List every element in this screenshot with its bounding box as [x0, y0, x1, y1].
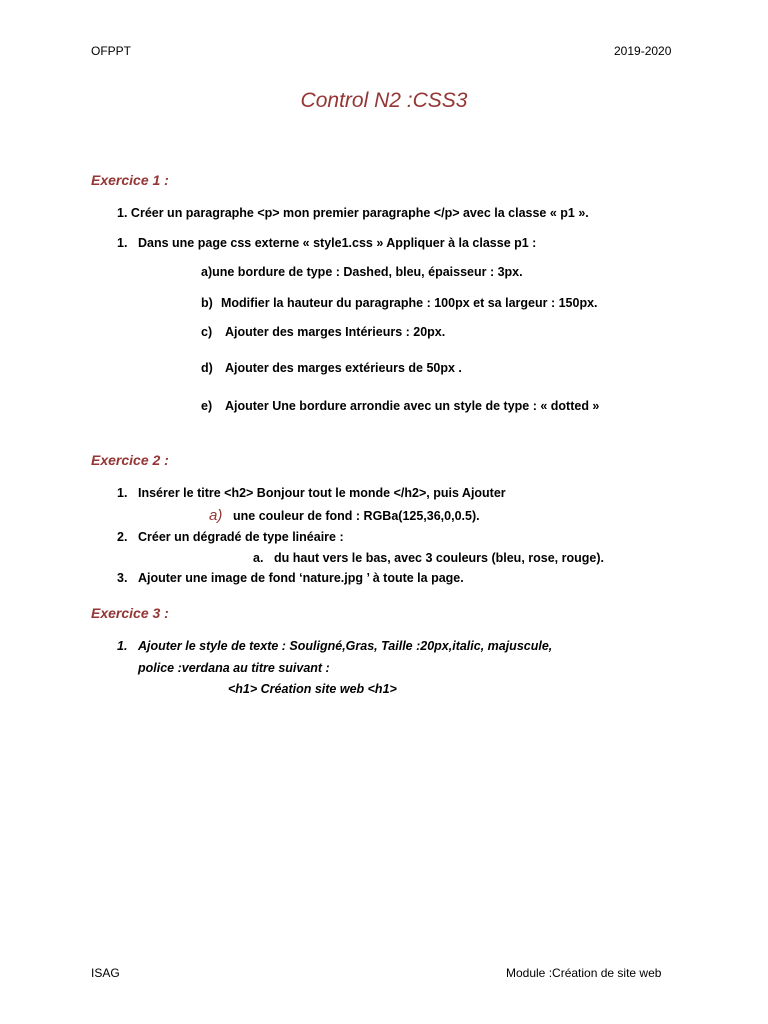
exercise-2-item-1 [117, 486, 506, 500]
exercise-2-sub-a-text: une couleur de fond : RGBa(125,36,0,0.5). [233, 509, 480, 523]
exercise-3-item-1-number: 1. [117, 639, 128, 653]
page-title: Control N2 :CSS3 [300, 89, 468, 112]
exercise-2-sub-a [209, 507, 480, 524]
exercise-1-item-2-number: 1. [117, 236, 128, 250]
exercise-1-sub-e [201, 399, 599, 413]
exercise-2-item-3 [117, 571, 464, 585]
exercise-2-item-2-number: 2. [117, 530, 128, 544]
exercise-2-sub2-a-text: du haut vers le bas, avec 3 couleurs (bleu, rose, rouge). [274, 551, 604, 565]
header-left: OFPPT [91, 44, 132, 58]
exercise-2-item-3-number: 3. [117, 571, 128, 585]
exercise-1-item-2-text: Dans une page css externe « style1.css » Appliquer à la classe p1 : [138, 236, 537, 250]
exercise-1-sub-c-text: Ajouter des marges Intérieurs : 20px. [225, 325, 446, 339]
exercise-3-item-1 [117, 639, 552, 653]
exercise-2-sub-a-label: a) [209, 507, 223, 524]
exercise-2-item-1-text: Insérer le titre <h2> Bonjour tout le monde </h2>, puis Ajouter [138, 486, 506, 500]
exercise-2-sub2-a [253, 551, 604, 565]
exercise-1-sub-c-label: c) [201, 325, 213, 339]
exercise-1-sub-b [201, 296, 598, 310]
exercise-2-item-2-text: Créer un dégradé de type linéaire : [138, 530, 344, 544]
exercise-1-title: Exercice 1 : [91, 172, 169, 188]
exercise-1-sub-e-label: e) [201, 399, 213, 413]
exercise-3-item-1-line-3: <h1> Création site web <h1> [228, 682, 397, 696]
exercise-1-sub-b-label: b) [201, 296, 213, 310]
exercise-2-sub2-a-label: a. [253, 551, 264, 565]
footer-left: ISAG [91, 966, 120, 980]
exercise-1-sub-d-label: d) [201, 361, 213, 375]
exercise-1-item-1-number: 1. [117, 206, 128, 220]
exercise-1-item-1-text: Créer un paragraphe <p> mon premier paragraphe </p> avec la classe « p1 ». [130, 206, 589, 220]
exercise-1-sub-d [201, 361, 462, 375]
exercise-1-sub-a: a)une bordure de type : Dashed, bleu, épaisseur : 3px. [201, 265, 523, 279]
exercise-2-item-3-text: Ajouter une image de fond ‘nature.jpg ’ à toute la page. [138, 571, 464, 585]
footer-right: Module :Création de site web [506, 966, 662, 980]
exercise-1-sub-d-text: Ajouter des marges extérieurs de 50px . [225, 361, 462, 375]
exercise-1-sub-c [201, 325, 445, 339]
exercise-1-sub-b-text: Modifier la hauteur du paragraphe : 100px et sa largeur : 150px. [221, 296, 598, 310]
exercise-2-item-2 [117, 530, 344, 544]
exercise-2-title: Exercice 2 : [91, 452, 169, 468]
exercise-3-item-1-line-1: Ajouter le style de texte : Souligné,Gras, Taille :20px,italic, majuscule, [138, 639, 553, 653]
exercise-1-item-1 [117, 206, 589, 220]
header-right: 2019-2020 [614, 44, 672, 58]
exercise-1-item-2 [117, 236, 536, 250]
exercise-3-item-1-line-2: police :verdana au titre suivant : [138, 661, 330, 675]
exercise-1-sub-e-text: Ajouter Une bordure arrondie avec un style de type : « dotted » [225, 399, 600, 413]
exercise-2-item-1-number: 1. [117, 486, 128, 500]
exercise-3-title: Exercice 3 : [91, 605, 169, 621]
